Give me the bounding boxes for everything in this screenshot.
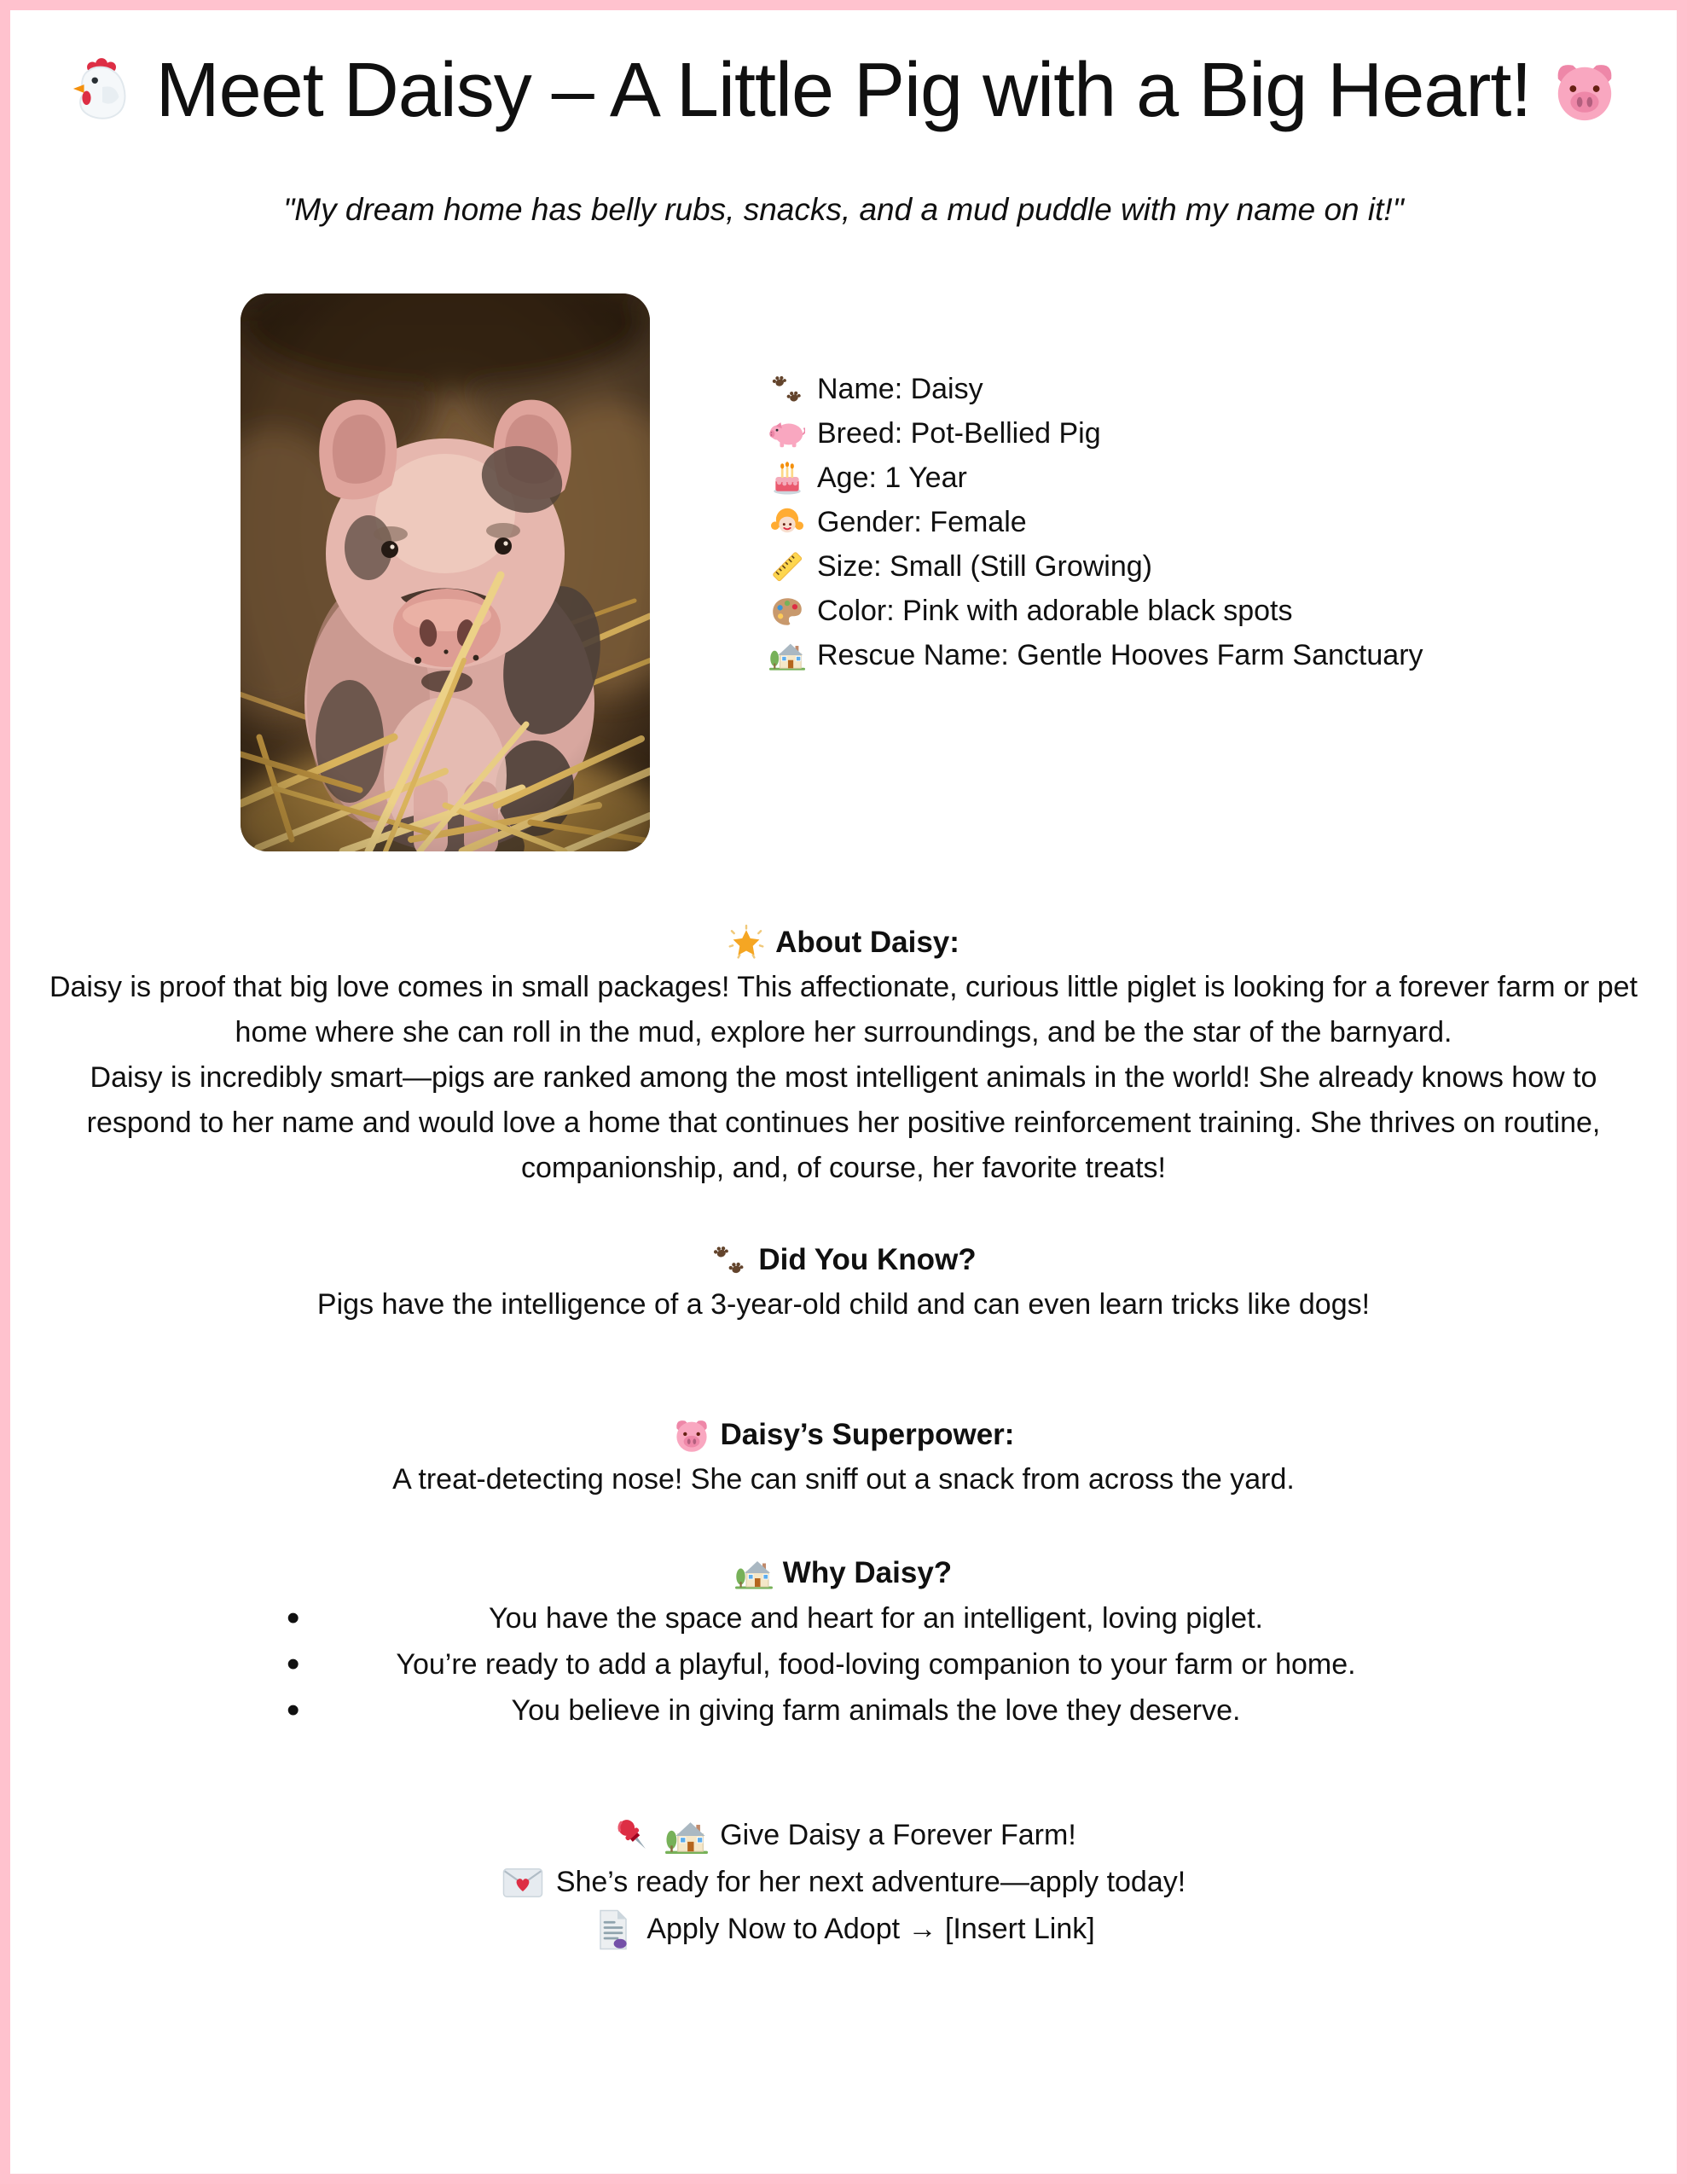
girl-icon: [769, 504, 805, 540]
detail-text: Gender: Female: [817, 505, 1027, 538]
why-bullet-2: • You’re ready to add a playful, food-loving companion to your farm or home.: [249, 1641, 1503, 1687]
pig-face-icon: [1551, 57, 1618, 124]
detail-text: Size: Small (Still Growing): [817, 549, 1152, 583]
details-list: [769, 293, 1423, 851]
star-icon: [728, 924, 765, 961]
why-bullet-3: • You believe in giving farm animals the love they deserve.: [249, 1687, 1503, 1734]
detail-item-rescue: [769, 633, 1423, 677]
cta-line-apply-link: [48, 1906, 1639, 1953]
about-paragraph-2: Daisy is incredibly smart—pigs are ranked among the most intelligent animals in the world! She already knows how to respond to her name and would love a home that continues her positive reinforcement training. She thrives on routine, companionship, and, of course, her favorite treats!: [86, 1061, 1601, 1184]
page-title: Meet Daisy – A Little Pig with a Big Heart!: [155, 48, 1532, 133]
heading-text: Daisy’s Superpower:: [720, 1418, 1015, 1451]
daisy-photo: [241, 293, 650, 851]
piglet-illustration: [241, 293, 650, 851]
cta-text: She’s ready for her next adventure—apply today!: [555, 1866, 1186, 1898]
detail-text: Age: 1 Year: [817, 461, 967, 494]
cta-text: Give Daisy a Forever Farm!: [720, 1819, 1076, 1851]
dream-home-quote: "My dream home has belly rubs, snacks, and a mud puddle with my name on it!": [283, 192, 1404, 227]
detail-text: Color: Pink with adorable black spots: [817, 594, 1293, 627]
detail-item-age: [769, 456, 1423, 500]
section-heading-superpower: [48, 1412, 1639, 1457]
heading-text: Did You Know?: [758, 1243, 977, 1276]
document-icon: [592, 1908, 635, 1951]
superpower-text: A treat-detecting nose! She can sniff out a snack from across the yard.: [392, 1463, 1295, 1496]
why-daisy-list: [249, 1595, 1503, 1734]
detail-text: Breed: Pot-Bellied Pig: [817, 416, 1101, 450]
pushpin-icon: [611, 1815, 653, 1857]
why-bullet-1: • You have the space and heart for an intelligent, loving piglet.: [249, 1595, 1503, 1641]
paw-prints-icon: [769, 371, 805, 407]
cake-icon: [769, 460, 805, 496]
pig-icon: [769, 415, 805, 451]
chicken-icon: [69, 57, 136, 124]
paw-prints-icon: [710, 1241, 748, 1279]
detail-item-gender: [769, 500, 1423, 544]
detail-item-size: [769, 544, 1423, 589]
heading-text: Why Daisy?: [782, 1556, 953, 1589]
about-paragraph-1: Daisy is proof that big love comes in small packages! This affectionate, curious little piglet is looking for a forever farm or pet home where she can roll in the mud, explore her surroundings, and be the star of the barnyard.: [49, 971, 1638, 1048]
house-icon: [735, 1554, 773, 1592]
cta-text: Apply Now to Adopt → [Insert Link]: [646, 1913, 1095, 1945]
section-heading-about: [48, 920, 1639, 965]
detail-item-color: [769, 589, 1423, 633]
body-content: [10, 920, 1677, 1953]
cta-line-forever-farm: [48, 1812, 1639, 1859]
section-heading-why-daisy: [48, 1550, 1639, 1595]
pig-face-icon: [673, 1416, 710, 1454]
detail-text: Rescue Name: Gentle Hooves Farm Sanctuary: [817, 638, 1423, 671]
love-letter-icon: [501, 1862, 544, 1904]
detail-text: Name: Daisy: [817, 372, 983, 405]
heading-text: About Daisy:: [775, 926, 959, 959]
cta-block: [48, 1812, 1639, 1953]
ruler-icon: [769, 549, 805, 584]
page-header: [10, 46, 1677, 135]
detail-item-name: [769, 367, 1423, 411]
house-icon: [769, 637, 805, 673]
section-heading-did-you-know: [48, 1237, 1639, 1282]
cta-line-apply-today: [48, 1859, 1639, 1906]
palette-icon: [769, 593, 805, 629]
house-icon: [665, 1815, 708, 1857]
did-you-know-text: Pigs have the intelligence of a 3-year-old child and can even learn tricks like dogs!: [316, 1288, 1371, 1321]
hero-section: [241, 293, 1677, 851]
detail-item-breed: [769, 411, 1423, 456]
